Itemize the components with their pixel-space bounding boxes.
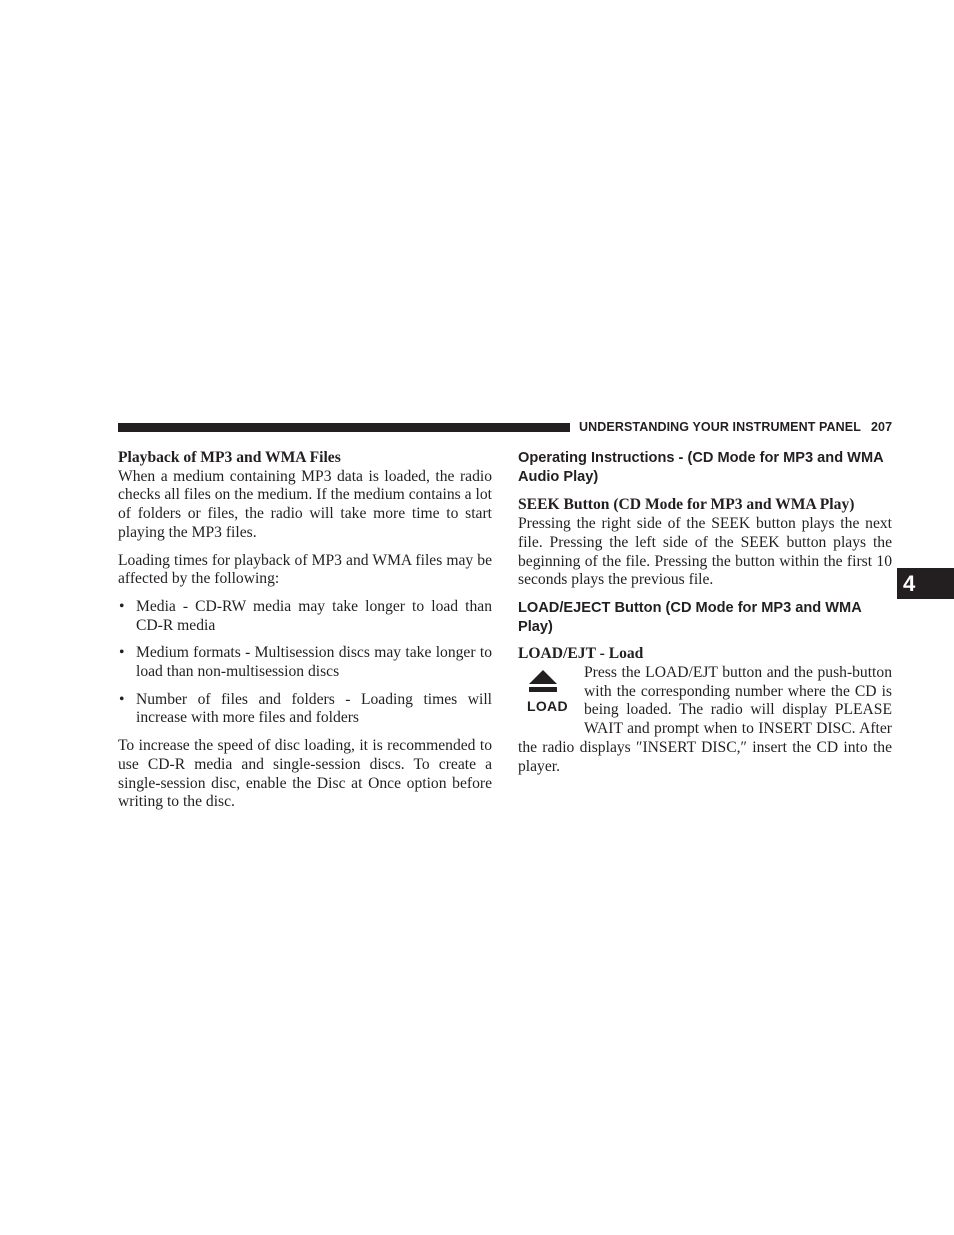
bullet-text: Media - CD-RW media may take longer to load than CD-R media: [136, 597, 492, 634]
subheading-load-ejt: LOAD/EJT - Load: [518, 645, 644, 663]
bullet-icon: •: [119, 597, 125, 615]
bullet-list: [118, 598, 492, 728]
paragraph-load: Press the LOAD/EJT button and the push-button with the corresponding number where the CD is being loaded. The radio will display PLEASE WAIT and prompt when to INSERT DISC. After the radio displays ″INSERT DISC,″ insert the CD into the player.: [518, 664, 892, 775]
subheading-seek-button: SEEK Button (CD Mode for MP3 and WMA Play): [518, 496, 855, 514]
list-item: [118, 691, 492, 728]
bullet-text: Medium formats - Multisession discs may take longer to load than non-multisession discs: [136, 644, 492, 681]
list-item: [118, 598, 492, 635]
load-button-graphic: [518, 664, 580, 724]
eject-icon: [528, 670, 558, 694]
running-header: [579, 420, 891, 436]
load-icon-label: LOAD: [527, 698, 568, 715]
paragraph-medium-loading: When a medium containing MP3 data is loaded, the radio checks all files on the medium. If the medium contains a lot of folders or files, the radio will take more time to start playing the MP3 files.: [118, 467, 492, 541]
header-rule: [118, 423, 570, 432]
bullet-icon: •: [119, 690, 125, 708]
heading-playback: Playback of MP3 and WMA Files: [118, 449, 341, 466]
bullet-text: Number of files and folders - Loading times will increase with more files and folders: [136, 690, 492, 727]
page-number: 207: [870, 420, 893, 434]
chapter-tab: 4: [897, 568, 954, 599]
list-item: [118, 644, 492, 681]
paragraph-seek: Pressing the right side of the SEEK button plays the next file. Pressing the left side of the SEEK button plays the beginning of the file. Pressing the button within the first 10 seconds plays the previous file.: [518, 515, 892, 589]
right-column: [518, 449, 892, 776]
left-column: [118, 449, 492, 812]
paragraph-loading-times: Loading times for playback of MP3 and WMA files may be affected by the following:: [118, 551, 492, 588]
heading-load-eject: LOAD/EJECT Button (CD Mode for MP3 and WMA Play): [518, 599, 862, 635]
load-instructions: [518, 664, 892, 776]
paragraph-disc-speed: To increase the speed of disc loading, it is recommended to use CD-R media and single-session discs. To create a single-session disc, enable the Disc at Once option before writing to the disc.: [118, 737, 492, 811]
bullet-icon: •: [119, 644, 125, 662]
header-section-title: UNDERSTANDING YOUR INSTRUMENT PANEL: [579, 420, 861, 434]
heading-operating-instructions: Operating Instructions - (CD Mode for MP3 and WMA Audio Play): [518, 450, 884, 485]
